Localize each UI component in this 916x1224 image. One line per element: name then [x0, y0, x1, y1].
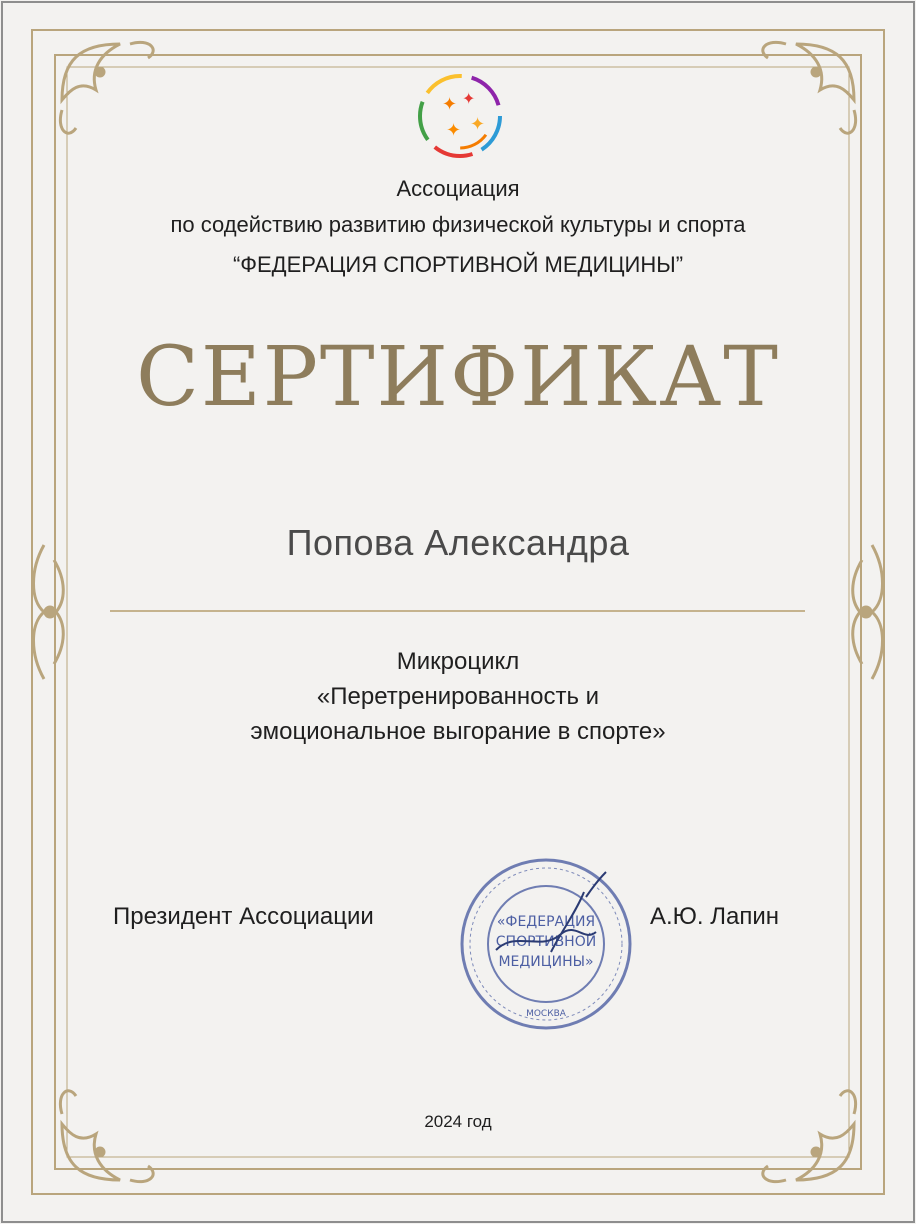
stamp-city: МОСКВА	[526, 1009, 566, 1019]
federation-logo-icon	[412, 68, 508, 164]
organization-line-1: Ассоциация	[396, 176, 520, 201]
certificate-year: 2024 год	[424, 1112, 492, 1131]
stamp-text-3: МЕДИЦИНЫ»	[498, 954, 594, 970]
svg-text:✦: ✦	[462, 89, 476, 108]
course-type: Микроцикл	[396, 648, 520, 675]
course-title-line-1: «Перетренированность и	[316, 683, 600, 710]
stamp-text-1: «ФЕДЕРАЦИЯ	[496, 914, 596, 930]
svg-text:✦: ✦	[442, 94, 458, 115]
organization-line-3: “ФЕДЕРАЦИЯ СПОРТИВНОЙ МЕДИЦИНЫ”	[232, 252, 684, 277]
signature-position: Президент Ассоциации	[113, 903, 374, 930]
divider-line	[110, 610, 805, 612]
certificate-title: СЕРТИФИКАТ	[136, 330, 780, 425]
organization-line-2: по содействию развитию физической культуры и спорта	[170, 212, 746, 237]
svg-text:✦: ✦	[470, 114, 486, 135]
svg-text:✦: ✦	[446, 120, 462, 141]
course-title-line-2: эмоциональное выгорание в спорте»	[250, 718, 666, 745]
stamp-text-2: СПОРТИВНОЙ	[495, 934, 597, 950]
recipient-name: Попова Александра	[286, 522, 630, 563]
stamp-seal	[456, 852, 636, 1032]
signature-name: А.Ю. Лапин	[650, 903, 780, 930]
